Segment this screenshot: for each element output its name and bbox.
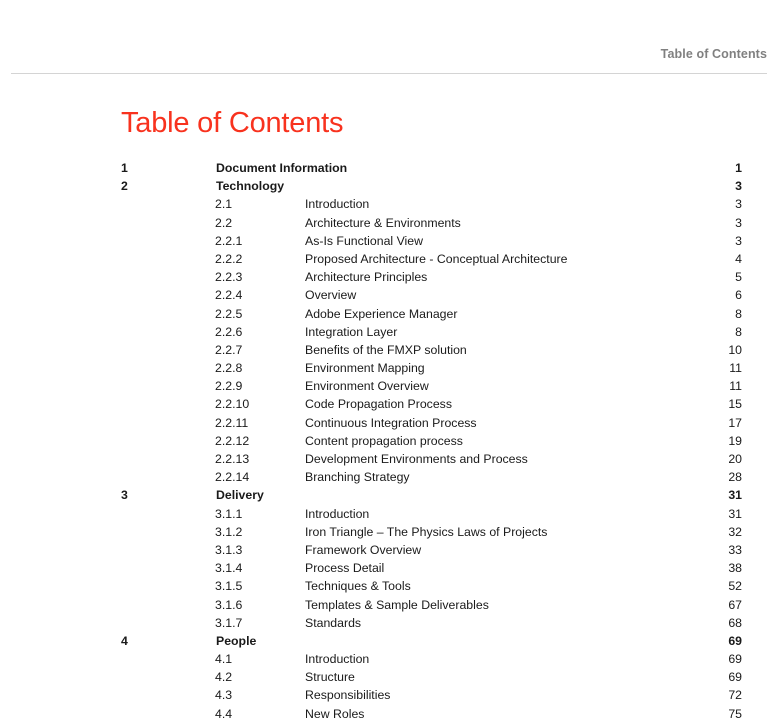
toc-entry-number: 2.2.6 <box>215 324 243 339</box>
toc-entry-title: Overview <box>305 288 357 303</box>
toc-entry-page-number: 69 <box>728 652 742 667</box>
toc-entry[interactable] <box>0 705 779 723</box>
toc-entry-page-number: 17 <box>728 415 742 430</box>
toc-entry[interactable] <box>0 214 779 232</box>
toc-entry-number: 3.1.5 <box>215 579 243 594</box>
toc-entry-title: Introduction <box>305 506 370 521</box>
toc-entry[interactable] <box>0 541 779 559</box>
toc-entry-page-number: 52 <box>728 579 742 594</box>
toc-entry[interactable] <box>0 359 779 377</box>
toc-entry-title: Techniques & Tools <box>305 579 411 594</box>
toc-entry-number: 2.2.4 <box>215 288 243 303</box>
toc-entry-number: 2.2.14 <box>215 470 250 485</box>
toc-entry-title: Architecture & Environments <box>305 215 461 230</box>
toc-entry-number: 2.2.1 <box>215 233 243 248</box>
toc-entry[interactable] <box>0 268 779 286</box>
toc-entry-page-number: 10 <box>728 342 742 357</box>
toc-entry-title: Development Environments and Process <box>305 452 528 466</box>
toc-entry[interactable] <box>0 377 779 395</box>
toc-entry-title: Benefits of the FMXP solution <box>305 342 467 357</box>
page-title: Table of Contents <box>121 107 344 140</box>
toc-entry[interactable] <box>0 596 779 614</box>
toc-entry[interactable] <box>0 650 779 668</box>
toc-entry-title: Environment Mapping <box>305 361 425 376</box>
toc-entry-title: Environment Overview <box>305 379 429 394</box>
toc-entry-title: Standards <box>305 615 362 630</box>
toc-entry[interactable] <box>0 614 779 632</box>
toc-entry-number: 4.3 <box>215 688 233 703</box>
toc-entry[interactable] <box>0 250 779 268</box>
toc-entry[interactable] <box>0 468 779 486</box>
toc-entry-title: Proposed Architecture - Conceptual Architecture <box>305 251 568 266</box>
toc-entry[interactable] <box>0 632 779 650</box>
toc-entry[interactable] <box>0 395 779 413</box>
toc-entry-number: 3.1.6 <box>215 597 243 612</box>
toc-entry[interactable] <box>0 577 779 595</box>
toc-entry-page-number: 4 <box>735 251 742 266</box>
toc-entry-number: 2.2.11 <box>215 415 249 430</box>
toc-entry[interactable] <box>0 159 779 177</box>
toc-entry-title: Technology <box>216 179 285 194</box>
toc-entry-title: People <box>216 633 257 648</box>
toc-entry-number: 3.1.2 <box>215 524 243 539</box>
toc-entry-page-number: 72 <box>728 688 742 703</box>
toc-entry[interactable] <box>0 450 779 468</box>
toc-entry-number: 3 <box>121 488 128 503</box>
toc-entry[interactable] <box>0 323 779 341</box>
header-rule <box>11 73 767 74</box>
toc-entry-page-number: 15 <box>728 397 742 412</box>
toc-entry-number: 2.2.10 <box>215 397 250 412</box>
toc-entry-number: 4.1 <box>215 652 233 667</box>
toc-entry-number: 2.2.9 <box>215 379 243 394</box>
toc-entry[interactable] <box>0 414 779 432</box>
toc-entry-title: Integration Layer <box>305 324 398 339</box>
running-header: Table of Contents <box>660 47 767 61</box>
toc-entry-number: 2.2.12 <box>215 433 250 448</box>
toc-entry-page-number: 3 <box>735 233 742 248</box>
toc-entry-title: Framework Overview <box>305 542 422 557</box>
toc-entry-page-number: 67 <box>728 597 742 612</box>
toc-entry-page-number: 19 <box>728 433 742 448</box>
toc-entry-number: 4 <box>121 633 128 648</box>
toc-entry-page-number: 3 <box>735 215 742 230</box>
toc-entry[interactable] <box>0 486 779 504</box>
toc-entry[interactable] <box>0 305 779 323</box>
toc-entry-page-number: 8 <box>735 324 742 339</box>
toc-entry[interactable] <box>0 523 779 541</box>
toc-entry-page-number: 3 <box>735 179 742 194</box>
toc-entry-title: Introduction <box>305 197 370 212</box>
toc-entry-title: Iron Triangle – The Physics Laws of Projects <box>305 524 548 539</box>
toc-entry-title: Responsibilities <box>305 688 391 703</box>
toc-entry-title: Continuous Integration Process <box>305 415 477 430</box>
toc-entry-number: 1 <box>121 161 128 175</box>
toc-entry-page-number: 69 <box>728 670 742 685</box>
toc-entry-number: 3.1.3 <box>215 542 243 557</box>
toc-entry[interactable] <box>0 505 779 523</box>
toc-entry-title: Introduction <box>305 652 370 667</box>
toc-entry-page-number: 11 <box>729 379 742 394</box>
toc-entry-page-number: 3 <box>735 197 742 212</box>
toc-entry-number: 2.2.5 <box>215 306 243 321</box>
toc-entry[interactable] <box>0 559 779 577</box>
toc-entry-title: Document Information <box>216 161 348 175</box>
toc-entry-page-number: 38 <box>728 561 742 576</box>
toc-entry-page-number: 69 <box>728 633 742 648</box>
toc-entry-page-number: 75 <box>728 706 742 721</box>
toc-entry[interactable] <box>0 177 779 195</box>
toc-entry-number: 2.2.2 <box>215 251 243 266</box>
toc-entry-page-number: 28 <box>728 470 742 485</box>
toc-entry[interactable] <box>0 195 779 213</box>
toc-entry-title: Adobe Experience Manager <box>305 306 458 321</box>
toc-entry-number: 2.2.8 <box>215 361 243 376</box>
toc-entry-title: As-Is Functional View <box>305 233 424 248</box>
toc-entry-page-number: 68 <box>728 615 742 630</box>
toc-entry-page-number: 31 <box>728 506 742 521</box>
toc-entry-page-number: 33 <box>728 542 742 557</box>
toc-entry-page-number: 5 <box>735 270 742 285</box>
toc-entry-title: Branching Strategy <box>305 470 410 485</box>
toc-entry-title: Code Propagation Process <box>305 397 452 412</box>
toc-entry-page-number: 32 <box>728 524 742 539</box>
table-of-contents-list <box>0 159 779 723</box>
toc-entry-page-number: 1 <box>735 161 742 175</box>
toc-entry[interactable] <box>0 668 779 686</box>
toc-entry[interactable] <box>0 686 779 704</box>
toc-entry[interactable] <box>0 232 779 250</box>
toc-entry-title: Delivery <box>216 488 264 503</box>
toc-entry-number: 2.2.13 <box>215 452 250 466</box>
toc-entry-number: 2 <box>121 179 128 194</box>
toc-entry-number: 3.1.7 <box>215 615 243 630</box>
toc-entry-page-number: 8 <box>735 306 742 321</box>
toc-entry-number: 3.1.1 <box>215 506 243 521</box>
toc-entry-title: Structure <box>305 670 355 685</box>
toc-entry-title: Templates & Sample Deliverables <box>305 597 489 612</box>
toc-entry-title: New Roles <box>305 706 365 721</box>
toc-entry-number: 4.4 <box>215 706 233 721</box>
toc-entry[interactable] <box>0 432 779 450</box>
toc-entry[interactable] <box>0 341 779 359</box>
toc-entry-title: Content propagation process <box>305 433 463 448</box>
toc-entry-page-number: 31 <box>728 488 742 503</box>
toc-entry-number: 2.2.7 <box>215 342 243 357</box>
toc-entry-number: 3.1.4 <box>215 561 243 576</box>
toc-entry-number: 2.2 <box>215 215 233 230</box>
toc-entry-number: 2.2.3 <box>215 270 243 285</box>
toc-entry-title: Architecture Principles <box>305 270 428 285</box>
toc-entry-title: Process Detail <box>305 561 385 576</box>
toc-entry-number: 2.1 <box>215 197 233 212</box>
toc-entry-page-number: 11 <box>729 361 742 376</box>
toc-entry-page-number: 6 <box>735 288 742 303</box>
toc-entry-page-number: 20 <box>728 452 742 466</box>
toc-entry-number: 4.2 <box>215 670 233 685</box>
toc-entry[interactable] <box>0 286 779 304</box>
